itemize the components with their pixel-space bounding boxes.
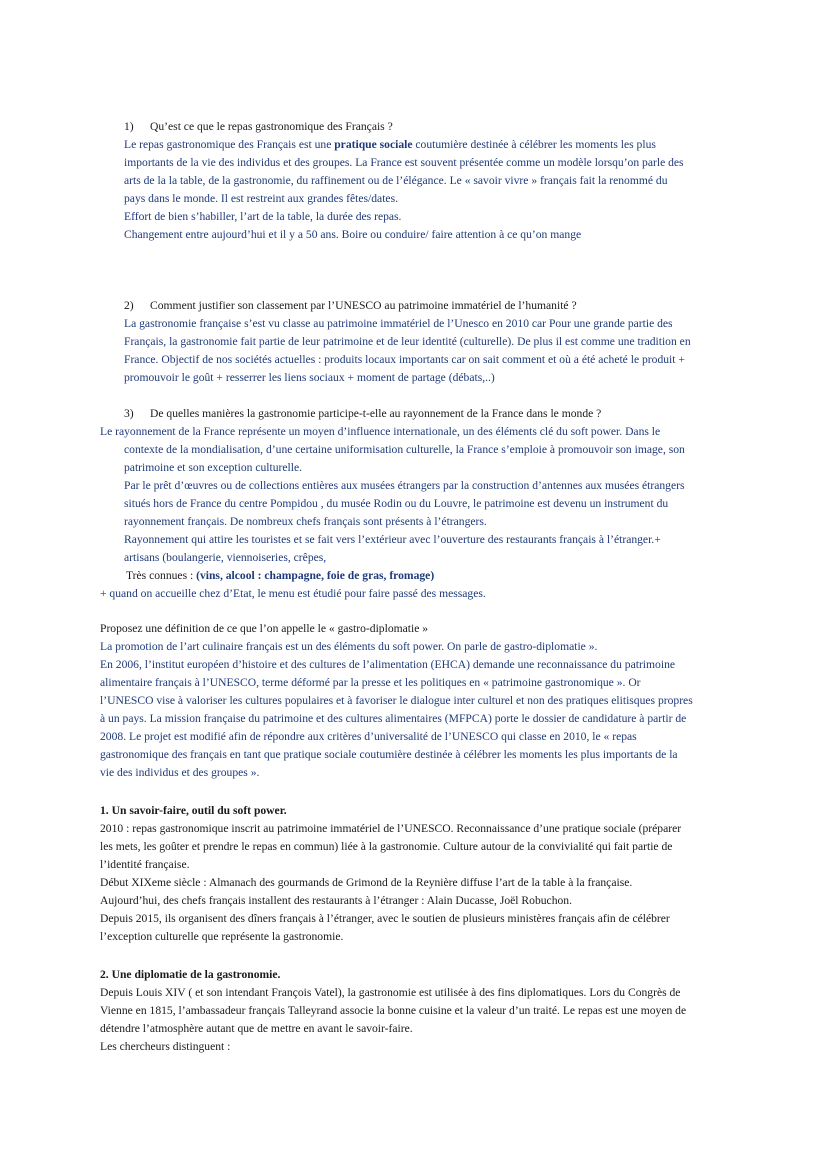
paragraph-line: rayonnement français. De nombreux chefs français sont présents à l’étrangers. [124,515,487,528]
paragraph-line: France. Objectif de nos sociétés actuelles : produits locaux importants car on sait comment et où a été acheté le produit + [124,353,685,366]
paragraph-line: situés hors de France du centre Pompidou , du musée Rodin ou du Louvre, le patrimoine est devenu un instrument du [124,497,669,510]
section-1-title: 1. Un savoir-faire, outil du soft power. [100,804,287,817]
paragraph-line: 2010 : repas gastronomique inscrit au patrimoine immatériel de l’UNESCO. Reconnaissance d’une pratique sociale (préparer [100,822,682,835]
question-number: 1) [124,120,134,133]
paragraph-line: l’UNESCO vise à valoriser les cultures populaires et à favoriser le dialogue inter culturel et non des pratiques elitisques propres [100,694,693,707]
paragraph-line: les mets, les goûter et prendre le repas en commun) liée à la gastronomie. Culture autour de la convivialité qui fait partie de [100,840,673,853]
paragraph-line: l’identité française. [100,858,190,871]
paragraph-line: En 2006, l’institut européen d’histoire et des cultures de l’alimentation (EHCA) demande une reconnaissance du patrimoine [100,658,676,671]
paragraph-line: Depuis 2015, ils organisent des dîners français à l’étranger, avec le soutien de plusieurs ministères français afin de célébrer [100,912,670,925]
paragraph-line: Depuis Louis XIV ( et son intendant François Vatel), la gastronomie est utilisée à des fins diplomatiques. Lors du Congrès de [100,986,681,999]
definition-title: Proposez une définition de ce que l’on appelle le « gastro-diplomatie » [100,622,429,635]
question-1-heading [124,118,393,136]
paragraph-line: détendre l’atmosphère autant que de mettre en avant le savoir-faire. [100,1022,413,1035]
paragraph-line: promouvoir le goût + resserrer les liens sociaux + moment de partage (débats,..) [124,371,495,384]
paragraph-line: Début XIXeme siècle : Almanach des gourmands de Grimond de la Reynière diffuse l’art de la table à la française. [100,876,633,889]
text-run: coutumière destinée à célébrer les moments les plus [412,138,656,151]
paragraph-line: gastronomique des français en tant que pratique sociale coutumière destinée à célébrer les moments les plus importants de la [100,748,678,761]
question-text: Comment justifier son classement par l’UNESCO au patrimoine immatériel de l’humanité ? [150,299,577,312]
question-number: 3) [124,407,134,420]
paragraph-line: Par le prêt d’œuvres ou de collections entières aux musées étrangers par la construction d’antennes aux musées étrangers [124,479,685,492]
paragraph-line: La gastronomie française s’est vu classe au patrimoine immatériel de l’Unesco en 2010 car Pour une grande partie des [124,317,673,330]
paragraph-line: Aujourd’hui, des chefs français installent des restaurants à l’étranger : Alain Ducasse, Joël Robuchon. [100,894,572,907]
paragraph-line [126,567,434,585]
paragraph-line: à un pays. La mission française du patrimoine et des cultures alimentaires (MFPCA) porte le dossier de candidature à partir de [100,712,687,725]
question-number: 2) [124,299,134,312]
section-2-title: 2. Une diplomatie de la gastronomie. [100,968,281,981]
paragraph-line: vie des individus et des groupes ». [100,766,260,779]
text-run: Le repas gastronomique des Français est une [124,138,335,151]
paragraph-line: artisans (boulangerie, viennoiseries, crêpes, [124,551,327,564]
paragraph-line: Effort de bien s’habiller, l’art de la table, la durée des repas. [124,210,402,223]
question-text: De quelles manières la gastronomie participe-t-elle au rayonnement de la France dans le monde ? [150,407,602,420]
paragraph-line: pays dans le monde. Il est restreint aux grandes fêtes/dates. [124,192,398,205]
paragraph-line: La promotion de l’art culinaire français est un des éléments du soft power. On parle de gastro-diplomatie ». [100,640,598,653]
paragraph-line: Changement entre aujourd’hui et il y a 50 ans. Boire ou conduire/ faire attention à ce qu’on mange [124,228,582,241]
paragraph-line: l’exception culturelle que représente la gastronomie. [100,930,344,943]
paragraph-line: patrimoine et son exception culturelle. [124,461,303,474]
text-run: Très connues : [126,569,197,582]
paragraph-line: Rayonnement qui attire les touristes et se fait vers l’extérieur avec l’ouverture des restaurants français à l’étranger.+ [124,533,661,546]
paragraph-line: Le rayonnement de la France représente un moyen d’influence internationale, un des éléments clé du soft power. Dans le [100,425,661,438]
paragraph-line: importants de la vie des individus et des groupes. La France est souvent présentée comme un modèle lorsqu’on parle des [124,156,684,169]
paragraph-line: arts de la la table, de la gastronomie, du raffinement ou de l’élégance. Le « savoir vivre » français fait la renommé du [124,174,668,187]
bold-term: (vins, alcool : champagne, foie de gras, fromage) [196,569,435,582]
paragraph-line: + quand on accueille chez d’Etat, le menu est étudié pour faire passé des messages. [100,587,486,600]
question-text: Qu’est ce que le repas gastronomique des Français ? [150,120,393,133]
paragraph-line: Vienne en 1815, l’ambassadeur français Talleyrand associe la bonne cuisine et la valeur d’un traité. Le repas est une moyen de [100,1004,687,1017]
paragraph-line: contexte de la mondialisation, d’une certaine uniformisation culturelle, la France s’emploie à promouvoir son image, son [124,443,685,456]
paragraph-line: Les chercheurs distinguent : [100,1040,231,1053]
paragraph-line: 2008. Le projet est modifié afin de répondre aux critères d’universalité de l’UNESCO qui classe en 2010, le « repas [100,730,637,743]
paragraph-line: Français, la gastronomie fait partie de leur patrimoine et de leur identité (culturelle). De plus il est comme une tradition en [124,335,691,348]
question-3-heading [124,405,601,423]
question-2-heading [124,297,577,315]
paragraph-line [124,136,656,154]
bold-term: pratique sociale [334,138,413,151]
paragraph-line: alimentaire français à l’UNESCO, terme déformé par la presse et les politiques en « patrimoine gastronomique ». Or [100,676,641,689]
